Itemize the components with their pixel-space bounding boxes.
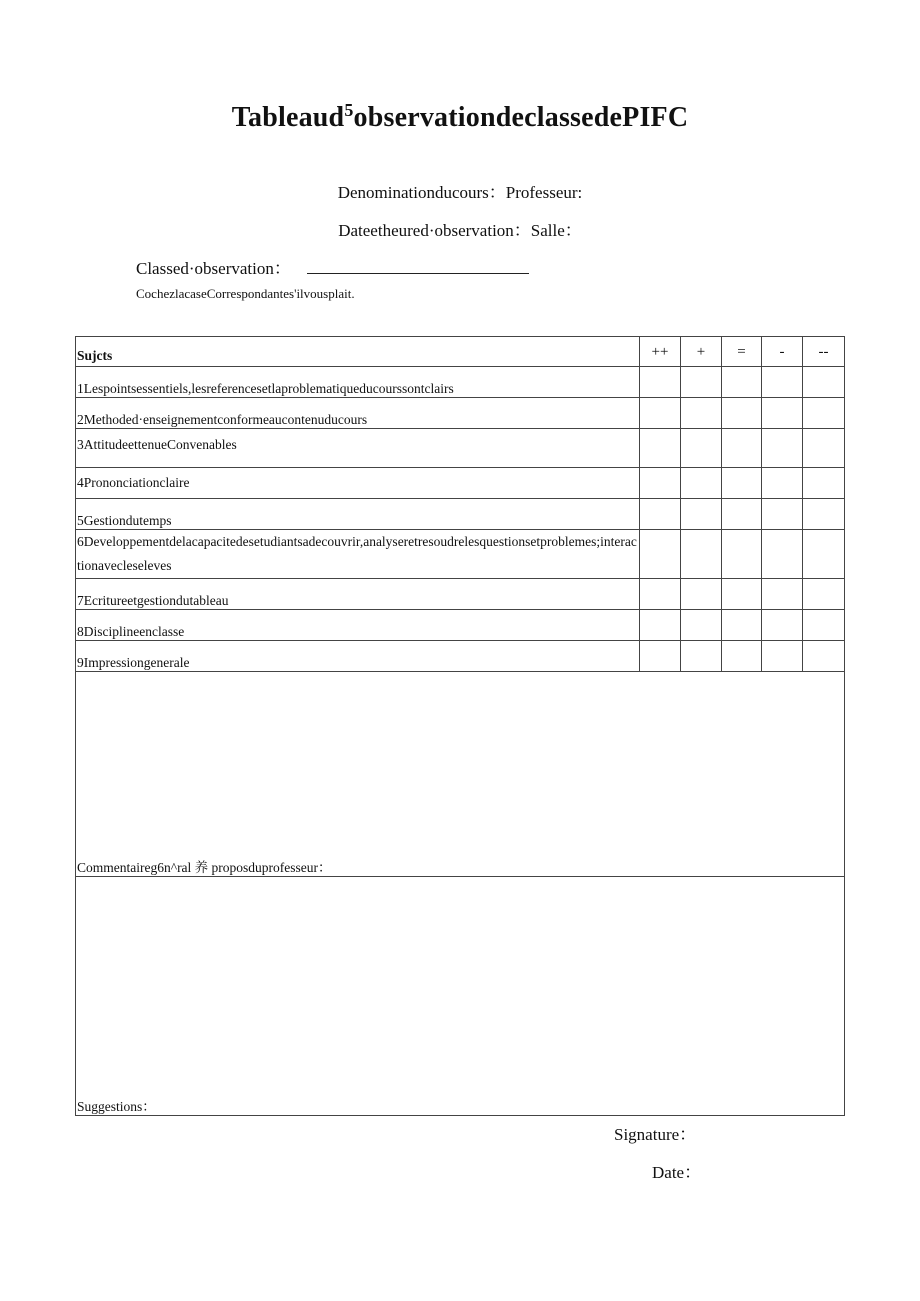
rating-cell[interactable] xyxy=(803,641,845,672)
course-professor-line: Denominationducours：Professeur: xyxy=(337,183,583,202)
rating-header-average: = xyxy=(722,337,762,367)
table-row xyxy=(76,367,845,398)
rating-cell[interactable] xyxy=(762,499,803,530)
table-row xyxy=(76,398,845,429)
table-row xyxy=(76,499,845,530)
rating-cell[interactable] xyxy=(762,367,803,398)
table-row xyxy=(76,641,845,672)
rating-cell[interactable] xyxy=(762,530,803,579)
rating-cell[interactable] xyxy=(640,499,681,530)
rating-cell[interactable] xyxy=(803,499,845,530)
rating-cell[interactable] xyxy=(722,367,762,398)
table-header-row xyxy=(76,337,845,367)
rating-cell[interactable] xyxy=(640,641,681,672)
rating-cell[interactable] xyxy=(762,641,803,672)
rating-cell[interactable] xyxy=(762,429,803,468)
rating-header-good: + xyxy=(681,337,722,367)
table-row xyxy=(76,468,845,499)
observation-table xyxy=(75,336,845,1116)
criterion-label: 5Gestiondutemps xyxy=(76,499,640,530)
title-superscript: 5 xyxy=(344,100,354,120)
rating-header-very-poor: -- xyxy=(803,337,845,367)
rating-cell[interactable] xyxy=(681,398,722,429)
rating-cell[interactable] xyxy=(722,530,762,579)
rating-cell[interactable] xyxy=(681,579,722,610)
rating-cell[interactable] xyxy=(722,610,762,641)
suggestions-area[interactable] xyxy=(76,877,845,1116)
comment-label: Commentaireg6n^ral 养 proposduprofesseur： xyxy=(77,860,332,875)
rating-cell[interactable] xyxy=(681,468,722,499)
date-label: Date： xyxy=(652,1163,702,1182)
class-observed-line xyxy=(136,254,529,279)
date-room-line: Dateetheured·observation：Salle： xyxy=(338,221,582,240)
rating-cell[interactable] xyxy=(681,499,722,530)
criterion-label: 8Disciplineenclasse xyxy=(76,610,640,641)
rating-cell[interactable] xyxy=(803,398,845,429)
rating-cell[interactable] xyxy=(722,398,762,429)
class-observed-blank[interactable] xyxy=(307,258,529,274)
rating-cell[interactable] xyxy=(640,530,681,579)
rating-header-poor: - xyxy=(762,337,803,367)
criterion-label: 2Methoded·enseignementconformeaucontenuducours xyxy=(76,398,640,429)
rating-cell[interactable] xyxy=(722,499,762,530)
rating-cell[interactable] xyxy=(762,398,803,429)
suggestions-label: Suggestions： xyxy=(77,1099,156,1114)
rating-cell[interactable] xyxy=(640,468,681,499)
subject-header: Sujcts xyxy=(76,337,640,367)
rating-cell[interactable] xyxy=(722,429,762,468)
page-title: Tableaud$^5$observationdeclassedePIFC xyxy=(231,100,689,133)
comment-area[interactable] xyxy=(76,672,845,877)
rating-cell[interactable] xyxy=(722,468,762,499)
rating-cell[interactable] xyxy=(681,530,722,579)
rating-cell[interactable] xyxy=(803,579,845,610)
rating-cell[interactable] xyxy=(640,579,681,610)
rating-cell[interactable] xyxy=(762,468,803,499)
rating-cell[interactable] xyxy=(803,429,845,468)
criterion-label: 6Developpementdelacapacitedesetudiantsadecouvrir,analyseretresoudrelesquestionsetproblemes;interactionavecleseleves xyxy=(76,530,640,579)
rating-cell[interactable] xyxy=(640,398,681,429)
rating-cell[interactable] xyxy=(681,367,722,398)
criterion-label: 3AttitudeettenueConvenables xyxy=(76,429,640,468)
rating-cell[interactable] xyxy=(681,429,722,468)
rating-cell[interactable] xyxy=(640,610,681,641)
table-row xyxy=(76,579,845,610)
comment-row xyxy=(76,672,845,877)
rating-header-very-good: ++ xyxy=(640,337,681,367)
suggestions-row xyxy=(76,877,845,1116)
rating-cell[interactable] xyxy=(640,367,681,398)
table-row xyxy=(76,429,845,468)
criterion-label: 7Ecritureetgestiondutableau xyxy=(76,579,640,610)
rating-cell[interactable] xyxy=(762,610,803,641)
criterion-label: 4Prononciationclaire xyxy=(76,468,640,499)
rating-cell[interactable] xyxy=(803,530,845,579)
table-row xyxy=(76,610,845,641)
rating-cell[interactable] xyxy=(722,641,762,672)
criterion-label: 1Lespointsessentiels,lesreferencesetlaproblematiqueducourssontclairs xyxy=(76,367,640,398)
rating-cell[interactable] xyxy=(803,367,845,398)
rating-cell[interactable] xyxy=(803,610,845,641)
rating-cell[interactable] xyxy=(640,429,681,468)
rating-cell[interactable] xyxy=(681,610,722,641)
rating-cell[interactable] xyxy=(803,468,845,499)
criterion-label: 9Impressiongenerale xyxy=(76,641,640,672)
rating-cell[interactable] xyxy=(722,579,762,610)
instruction-note: CochezlacaseCorrespondantes'ilvousplait. xyxy=(136,286,355,301)
table-row xyxy=(76,530,845,579)
class-observed-label: Classed·observation： xyxy=(136,259,291,278)
signature-label: Signature： xyxy=(614,1125,697,1144)
rating-cell[interactable] xyxy=(762,579,803,610)
rating-cell[interactable] xyxy=(681,641,722,672)
